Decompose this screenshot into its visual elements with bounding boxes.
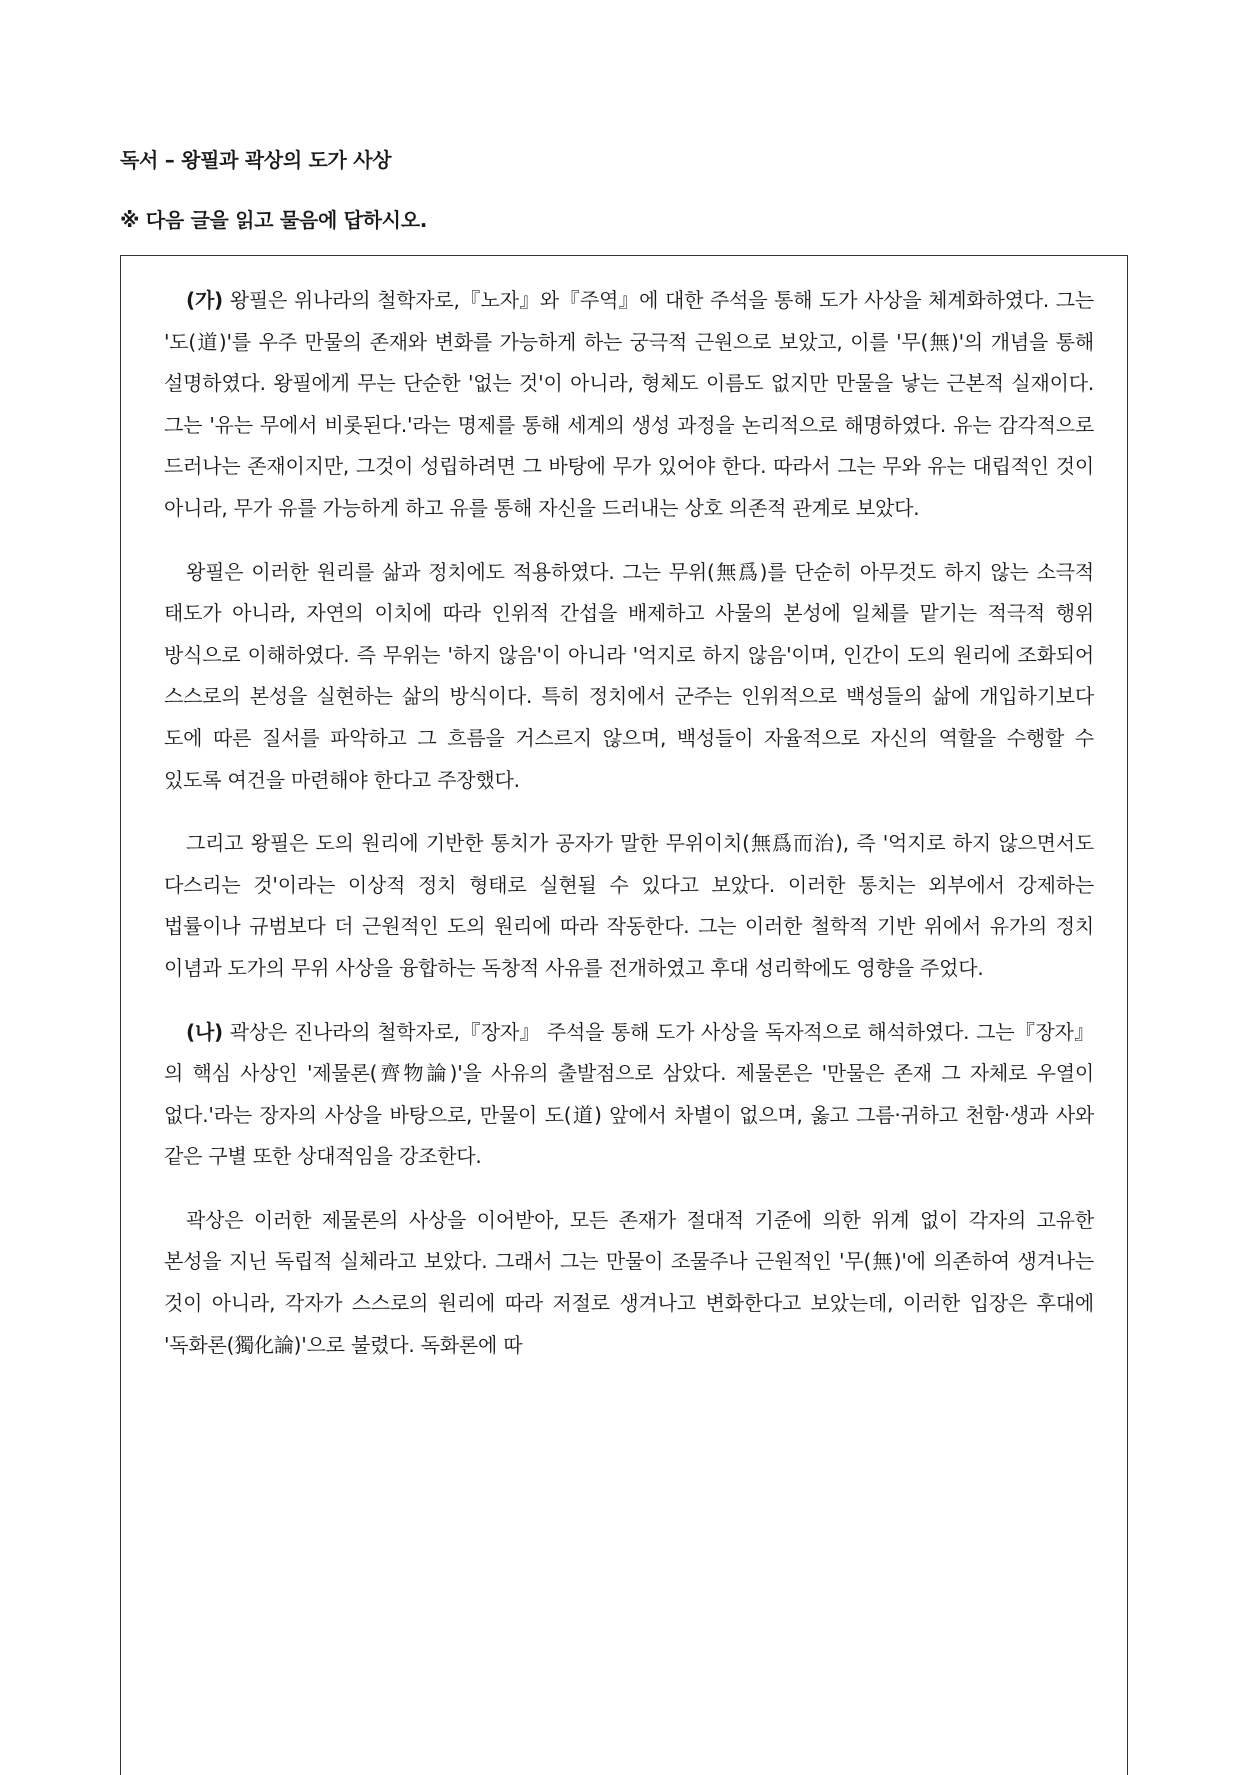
paragraph-text: 왕필은 위나라의 철학자로,『노자』와『주역』에 대한 주석을 통해 도가 사상을 체계화하였다. 그는 '도(道)'를 우주 만물의 존재와 변화를 가능하게 하는 궁극적 근원으로 보았고, 이를 '무(無)'의 개념을 통해 설명하였다. 왕필에게 무는 단순한 '없는 것'이 아니라, 형체도 이름도 없지만 만물을 낳는 근본적 실재이다. 그는 '유는 무에서 비롯된다.'라는 명제를 통해 세계의 생성 과정을 논리적으로 해명하였다. 유는 감각적으로 드러나는 존재이지만, 그것이 성립하려면 그 바탕에 무가 있어야 한다. 따라서 그는 무와 유는 대립적인 것이 아니라, 무가 유를 가능하게 하고 유를 통해 자신을 드러내는 상호 의존적 관계로 보았다. [164,288,1094,520]
paragraph-text: 그리고 왕필은 도의 원리에 기반한 통치가 공자가 말한 무위이치(無爲而治), 즉 '억지로 하지 않으면서도 다스리는 것'이라는 이상적 정치 형태로 실현될 수 있다고 보았다. 이러한 통치는 외부에서 강제하는 법률이나 규범보다 더 근원적인 도의 원리에 따라 작동한다. 그는 이러한 철학적 기반 위에서 유가의 정치 이념과 도가의 무위 사상을 융합하는 독창적 사유를 전개하였고 후대 성리학에도 영향을 주었다. [164,831,1094,980]
paragraph-label-na: (나) [186,1019,224,1044]
paragraph-text: 왕필은 이러한 원리를 삶과 정치에도 적용하였다. 그는 무위(無爲)를 단순히 아무것도 하지 않는 소극적 태도가 아니라, 자연의 이치에 따라 인위적 간섭을 배제하고 사물의 본성에 일체를 맡기는 적극적 행위 방식으로 이해하였다. 즉 무위는 '하지 않음'이 아니라 '억지로 하지 않음'이며, 인간이 도의 원리에 조화되어 스스로의 본성을 실현하는 삶의 방식이다. 특히 정치에서 군주는 인위적으로 백성들의 삶에 개입하기보다 도에 따른 질서를 파악하고 그 흐름을 거스르지 않으며, 백성들이 자율적으로 자신의 역할을 수행할 수 있도록 여건을 마련해야 한다고 주장했다. [164,559,1094,792]
paragraph-ga-3 [164,823,1094,989]
passage-content [164,280,1094,1388]
paragraph-ga-2 [164,552,1094,802]
paragraph-text: 곽상은 이러한 제물론의 사상을 이어받아, 모든 존재가 절대적 기준에 의한 위계 없이 각자의 고유한 본성을 지닌 독립적 실체라고 보았다. 그래서 그는 만물이 조물주나 근원적인 '무(無)'에 의존하여 생겨나는 것이 아니라, 각자가 스스로의 원리에 따라 저절로 생겨나고 변화한다고 보았는데, 이러한 입장은 후대에 '독화론(獨化論)'으로 불렸다. 독화론에 따 [164,1207,1094,1357]
paragraph-label-ga: (가) [186,288,224,312]
document-title: 독서 – 왕필과 곽상의 도가 사상 [120,148,392,172]
paragraph-na-1 [164,1012,1094,1178]
paragraph-text: 곽상은 진나라의 철학자로,『장자』 주석을 통해 도가 사상을 독자적으로 해석하였다. 그는『장자』의 핵심 사상인 '제물론(齊物論)'을 사유의 출발점으로 삼았다. 제물론은 '만물은 존재 그 자체로 우열이 없다.'라는 장자의 사상을 바탕으로, 만물이 도(道) 앞에서 차별이 없으며, 옳고 그름·귀하고 천함·생과 사와 같은 구별 또한 상대적임을 강조한다. [164,1019,1094,1169]
document-header [120,140,1130,240]
paragraph-na-2 [164,1200,1094,1366]
passage-box [120,255,1128,1775]
document-instruction: ※ 다음 글을 읽고 물음에 답하시오. [120,208,428,232]
paragraph-ga-1 [164,280,1094,530]
